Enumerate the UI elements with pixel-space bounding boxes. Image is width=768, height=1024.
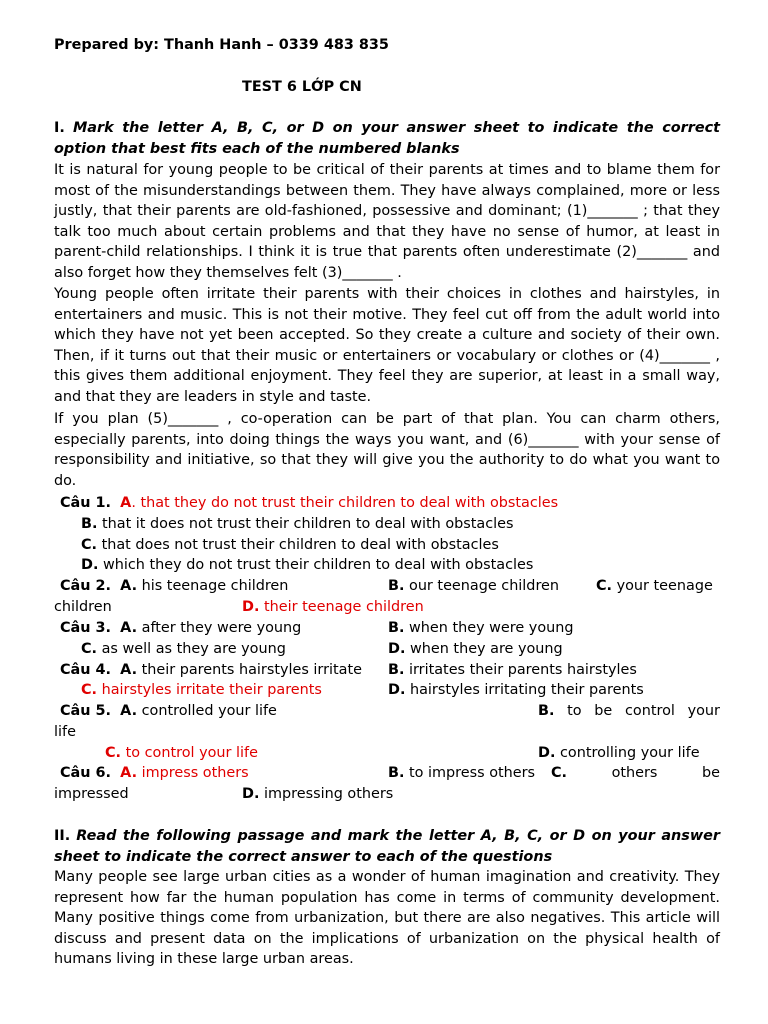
option-letter: B. <box>388 662 405 678</box>
option-letter: C. <box>551 765 568 781</box>
prepared-by: Prepared by: Thanh Hanh – 0339 483 835 <box>54 37 389 53</box>
question-5-option-a <box>60 701 277 722</box>
option-letter: A. <box>120 620 138 636</box>
question-4-option-c <box>81 680 322 701</box>
question-label: Câu 2. <box>60 578 112 594</box>
option-letter: A. <box>120 765 138 781</box>
option-text: to impress others <box>404 765 536 781</box>
option-letter: B. <box>538 703 555 719</box>
option-text: that it does not trust their children to deal with obstacles <box>97 516 514 532</box>
question-4-option-a <box>60 660 362 681</box>
passage-paragraph-2: Young people often irritate their parents with their choices in clothes and hairstyles, in entertainers and music. This is not their motive. They feel cut off from the adult world into which they have not yet been accepted. So they create a culture and society of their own. Then, if it turns out that their music or entertainers or vocabulary or clothes or (4)_______ , this gives them additional enjoyment. They feel they are superior, at least in a small way, and that they are leaders in style and taste. <box>54 286 720 405</box>
passage-paragraph-1: It is natural for young people to be critical of their parents at times and to blame them for most of the misunderstandings between them. They have always complained, more or less justly, that their parents are old-fashioned, possessive and dominant; (1)_______ ; that they talk too much about certain problems and that they have no sense of humor, at least in parent-child relationships. I think it is true that parents often underestimate (2)_______ and also forget how they themselves felt (3)_______ . <box>54 162 720 281</box>
option-letter: D. <box>242 786 260 802</box>
question-2-option-a <box>60 576 288 597</box>
option-text: impressing others <box>259 786 394 802</box>
question-5-option-b <box>538 701 720 722</box>
option-letter: D. <box>388 641 406 657</box>
option-letter: B. <box>388 620 405 636</box>
question-3-option-c <box>81 639 286 660</box>
question-6-option-c <box>551 763 720 784</box>
option-letter: C. <box>81 682 98 698</box>
question-1-option-c <box>81 535 499 556</box>
question-2-option-d <box>242 597 424 618</box>
option-letter: D. <box>242 599 260 615</box>
question-1-option-b <box>81 514 514 535</box>
option-letter: C. <box>596 578 613 594</box>
option-letter: A. <box>120 662 138 678</box>
question-label: Câu 3. <box>60 620 112 636</box>
option-word: be <box>702 765 720 781</box>
section2-passage: Many people see large urban cities as a wonder of human imagination and creativity. They represent how far the human population has come in terms of community development. Many positive things come from urbanization, but there are also negatives. This article will discuss and present data on the implications of urbanization on the physical health of humans living in these large urban areas. <box>54 869 720 968</box>
option-text: irritates their parents hairstyles <box>404 662 637 678</box>
section1-instruction-text: Mark the letter A, B, C, or D on your answer sheet to indicate the correct option that best fits each of the numbered blanks <box>54 120 720 157</box>
question-3-option-a <box>60 618 301 639</box>
option-letter: A. <box>120 703 138 719</box>
question-5-option-c <box>105 743 258 764</box>
option-letter: D. <box>81 557 99 573</box>
option-letter: C. <box>81 537 98 553</box>
section2-number: II. <box>54 828 71 844</box>
question-4-option-d <box>388 680 644 701</box>
option-letter: A. <box>120 578 138 594</box>
option-text: controlled your life <box>137 703 277 719</box>
option-letter: C. <box>81 641 98 657</box>
test-title: TEST 6 LỚP CN <box>242 79 362 95</box>
option-letter: D. <box>388 682 406 698</box>
question-5-option-d <box>538 743 700 764</box>
option-text: as well as they are young <box>97 641 286 657</box>
option-letter: A <box>120 495 132 511</box>
option-text: when they were young <box>404 620 574 636</box>
question-1-option-d <box>81 555 533 576</box>
option-text: which they do not trust their children to deal with obstacles <box>98 557 534 573</box>
option-text: after they were young <box>137 620 302 636</box>
question-2-option-b <box>388 576 559 597</box>
option-text: . that they do not trust their children to deal with obstacles <box>131 495 559 511</box>
option-text: hairstyles irritating their parents <box>405 682 644 698</box>
option-text: our teenage children <box>404 578 560 594</box>
option-letter: B. <box>388 578 405 594</box>
option-text: hairstyles irritate their parents <box>97 682 322 698</box>
question-6-option-c-continued: impressed <box>54 786 129 802</box>
question-label: Câu 5. <box>60 703 112 719</box>
option-text: when they are young <box>405 641 563 657</box>
question-5-option-b-continued: life <box>54 724 76 740</box>
option-word: control <box>625 703 675 719</box>
question-3-option-b <box>388 618 574 639</box>
section2-instruction <box>54 826 720 867</box>
option-text: to control your life <box>121 745 258 761</box>
option-word: to <box>567 703 582 719</box>
question-2-option-c <box>596 576 713 597</box>
option-text: impress others <box>137 765 249 781</box>
option-text: his teenage children <box>137 578 289 594</box>
option-word: your <box>687 703 720 719</box>
question-2-option-c-continued: children <box>54 599 112 615</box>
option-text: their parents hairstyles irritate <box>137 662 362 678</box>
question-6-option-a <box>60 763 249 784</box>
option-text: controlling your life <box>555 745 700 761</box>
question-label: Câu 4. <box>60 662 112 678</box>
question-label: Câu 1. <box>60 495 112 511</box>
question-4-option-b <box>388 660 637 681</box>
section1-number: I. <box>54 120 65 136</box>
question-1-option-a <box>60 493 558 514</box>
section1-instruction <box>54 118 720 159</box>
option-word: be <box>594 703 613 719</box>
option-letter: C. <box>105 745 122 761</box>
option-word: others <box>611 765 658 781</box>
passage-paragraph-3: If you plan (5)_______ , co-operation can be part of that plan. You can charm others, especially parents, into doing things the ways you want, and (6)_______ with your sense of responsibility and initiative, so that they will give you the authority to do what you want to do. <box>54 411 720 489</box>
option-text: their teenage children <box>259 599 424 615</box>
option-text: that does not trust their children to deal with obstacles <box>97 537 499 553</box>
section2-instruction-text: Read the following passage and mark the letter A, B, C, or D on your answer sheet to indicate the correct answer to each of the questions <box>54 828 720 865</box>
question-6-option-d <box>242 784 393 805</box>
option-letter: B. <box>81 516 98 532</box>
option-letter: D. <box>538 745 556 761</box>
question-6-option-b <box>388 763 535 784</box>
option-text: your teenage <box>612 578 713 594</box>
question-3-option-d <box>388 639 563 660</box>
question-label: Câu 6. <box>60 765 112 781</box>
option-letter: B. <box>388 765 405 781</box>
